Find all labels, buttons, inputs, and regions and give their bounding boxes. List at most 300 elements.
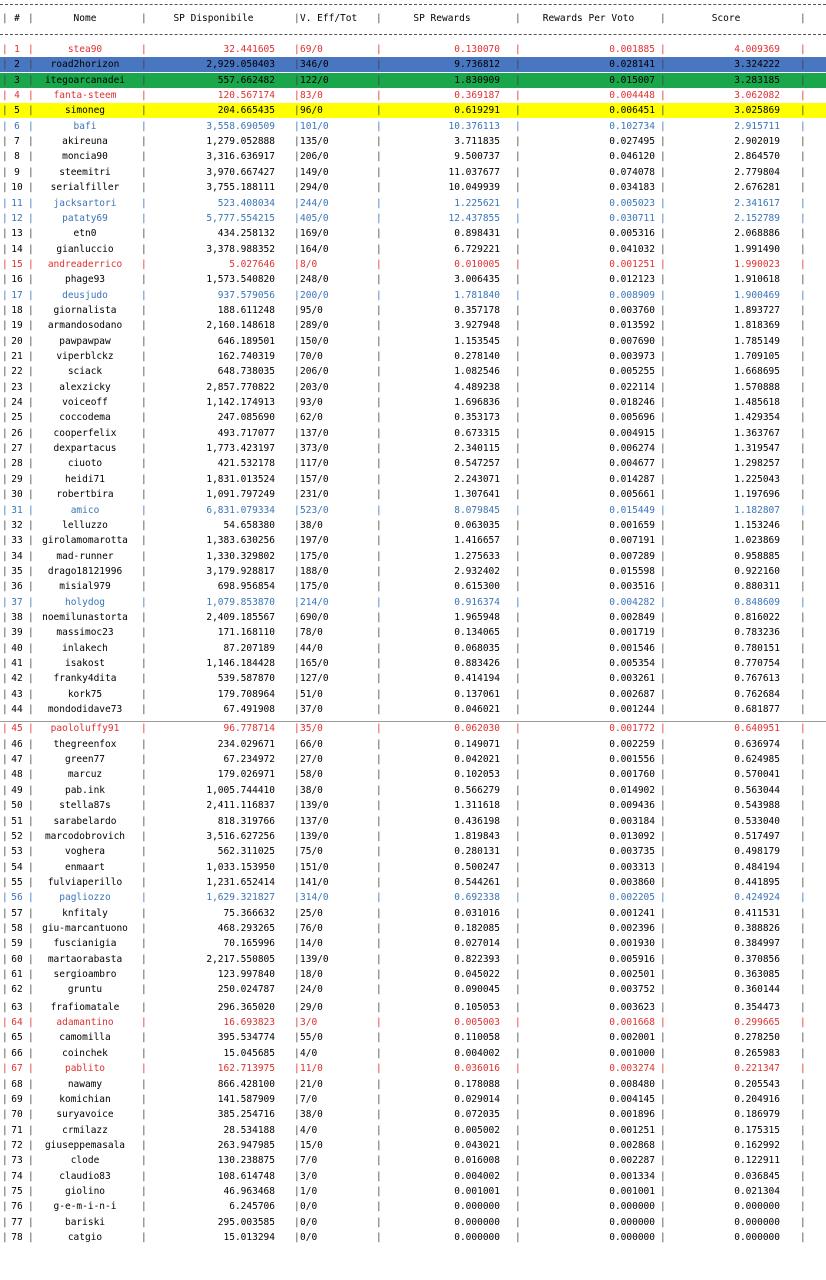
row-votes: 95/0 xyxy=(300,304,323,316)
column-separator: | xyxy=(515,1047,521,1059)
row-sp-rewards: 0.357178 xyxy=(454,304,500,316)
row-rewards-per-vote: 0.002687 xyxy=(609,688,655,700)
table-row xyxy=(0,380,826,395)
column-separator: | xyxy=(376,535,382,547)
column-separator: | xyxy=(515,1139,521,1151)
column-separator: | xyxy=(141,1170,147,1182)
row-sp-rewards: 0.005002 xyxy=(454,1124,500,1136)
column-separator: | xyxy=(294,120,300,132)
column-separator: | xyxy=(515,274,521,286)
column-separator: | xyxy=(294,320,300,332)
row-name: drago18121996 xyxy=(47,565,123,577)
row-rewards-per-vote: 0.001760 xyxy=(609,769,655,781)
column-separator: | xyxy=(515,642,521,654)
row-num: 34 xyxy=(11,550,23,562)
row-sp-rewards: 0.042021 xyxy=(454,754,500,766)
column-separator: | xyxy=(515,335,521,347)
row-score: 2.779804 xyxy=(734,166,780,178)
row-num: 73 xyxy=(11,1155,23,1167)
column-separator: | xyxy=(294,182,300,194)
column-separator: | xyxy=(2,381,8,393)
row-votes: 122/0 xyxy=(300,74,329,86)
column-separator: | xyxy=(515,922,521,934)
column-separator: | xyxy=(28,784,34,796)
column-separator: | xyxy=(141,44,147,55)
row-name: pagliozzo xyxy=(59,892,111,904)
row-sp-available: 5.027646 xyxy=(229,258,275,270)
column-separator: | xyxy=(141,815,147,827)
row-sp-available: 67.491908 xyxy=(223,704,275,715)
column-separator: | xyxy=(800,335,806,347)
row-sp-rewards: 0.278140 xyxy=(454,351,500,362)
column-separator: | xyxy=(376,228,382,240)
row-name: amico xyxy=(70,504,100,516)
column-separator: | xyxy=(294,366,300,378)
row-votes: 101/0 xyxy=(300,120,329,132)
table-row xyxy=(0,149,826,164)
row-score: 2.152789 xyxy=(734,212,780,224)
column-separator: | xyxy=(28,381,34,393)
column-separator: | xyxy=(2,627,8,639)
column-separator: | xyxy=(141,228,147,240)
column-separator: | xyxy=(28,197,34,209)
column-separator: | xyxy=(660,892,666,904)
column-separator: | xyxy=(141,74,147,86)
column-separator: | xyxy=(2,611,8,623)
row-rewards-per-vote: 0.003735 xyxy=(609,846,655,858)
column-separator: | xyxy=(515,1232,521,1243)
row-votes: 21/0 xyxy=(300,1078,323,1090)
column-separator: | xyxy=(376,120,382,132)
table-row xyxy=(0,1030,826,1045)
column-separator: | xyxy=(800,351,806,362)
table-row xyxy=(0,242,826,257)
row-rewards-per-vote: 0.004282 xyxy=(609,596,655,608)
row-sp-rewards: 0.130070 xyxy=(454,44,500,55)
column-separator: | xyxy=(2,228,8,240)
row-name: crmilazz xyxy=(62,1124,108,1136)
column-separator: | xyxy=(141,723,147,735)
row-sp-available: 434.258132 xyxy=(217,228,275,240)
column-separator: | xyxy=(800,1124,806,1136)
row-score: 3.025869 xyxy=(734,105,780,117)
row-sp-available: 2,411.116837 xyxy=(206,800,275,812)
row-votes: 127/0 xyxy=(300,673,329,685)
column-separator: | xyxy=(515,815,521,827)
column-separator: | xyxy=(28,105,34,117)
column-separator: | xyxy=(141,105,147,117)
column-separator: | xyxy=(2,1185,8,1197)
row-name: simoneg xyxy=(64,105,106,117)
row-sp-rewards: 1.696836 xyxy=(454,397,500,409)
row-sp-rewards: 0.544261 xyxy=(454,876,500,888)
column-separator: | xyxy=(376,412,382,424)
column-separator: | xyxy=(660,830,666,842)
row-rewards-per-vote: 0.001001 xyxy=(609,1185,655,1197)
table-row xyxy=(0,441,826,456)
column-separator: | xyxy=(800,228,806,240)
column-separator: | xyxy=(28,1124,34,1136)
column-separator: | xyxy=(141,642,147,654)
row-sp-available: 123.997840 xyxy=(217,969,275,980)
column-separator: | xyxy=(28,151,34,163)
column-separator: | xyxy=(800,535,806,547)
column-separator: | xyxy=(141,366,147,378)
row-name: giornalista xyxy=(53,304,117,316)
column-separator: | xyxy=(294,519,300,531)
row-votes: 206/0 xyxy=(300,151,329,163)
column-separator: | xyxy=(660,136,666,148)
column-separator: | xyxy=(294,443,300,455)
column-separator: | xyxy=(294,953,300,965)
column-separator: | xyxy=(376,427,382,439)
row-name: alexzicky xyxy=(59,381,111,393)
column-separator: | xyxy=(515,876,521,888)
table-row xyxy=(0,982,826,997)
column-separator: | xyxy=(515,397,521,409)
row-sp-rewards: 1.781840 xyxy=(454,289,500,301)
row-sp-rewards: 0.046021 xyxy=(454,704,500,715)
column-separator: | xyxy=(28,953,34,965)
row-score: 0.543988 xyxy=(734,800,780,812)
column-separator: | xyxy=(28,673,34,685)
column-separator: | xyxy=(2,673,8,685)
row-name: coccodema xyxy=(59,412,111,424)
column-separator: | xyxy=(800,366,806,378)
row-num: 6 xyxy=(14,120,20,132)
column-separator: | xyxy=(294,243,300,255)
row-num: 11 xyxy=(11,197,23,209)
column-separator: | xyxy=(660,876,666,888)
row-name: holydog xyxy=(64,596,106,608)
column-separator: | xyxy=(141,565,147,577)
row-score: 0.265983 xyxy=(734,1047,780,1059)
column-separator: | xyxy=(28,1093,34,1105)
row-rewards-per-vote: 0.001772 xyxy=(609,723,655,735)
column-separator: | xyxy=(515,907,521,919)
column-separator: | xyxy=(28,243,34,255)
column-separator: | xyxy=(515,351,521,362)
column-separator: | xyxy=(376,166,382,178)
row-votes: 96/0 xyxy=(300,105,323,117)
column-separator: | xyxy=(141,892,147,904)
row-rewards-per-vote: 0.005696 xyxy=(609,412,655,424)
column-separator: | xyxy=(660,1185,666,1197)
row-sp-available: 54.658380 xyxy=(223,519,275,531)
row-votes: 29/0 xyxy=(300,1001,323,1013)
column-separator: | xyxy=(376,892,382,904)
row-num: 3 xyxy=(14,74,20,86)
row-votes: 197/0 xyxy=(300,535,329,547)
column-separator: | xyxy=(2,458,8,470)
table-row xyxy=(0,211,826,226)
column-separator: | xyxy=(660,922,666,934)
column-separator: | xyxy=(660,535,666,547)
row-name: ciuoto xyxy=(67,458,103,470)
column-separator: | xyxy=(660,938,666,950)
column-separator: | xyxy=(660,581,666,593)
row-name: deusjudo xyxy=(62,289,108,301)
row-num: 57 xyxy=(11,907,23,919)
row-num: 48 xyxy=(11,769,23,781)
row-rewards-per-vote: 0.006451 xyxy=(609,105,655,117)
column-separator: | xyxy=(2,938,8,950)
column-separator: | xyxy=(141,800,147,812)
column-separator: | xyxy=(800,412,806,424)
column-separator: | xyxy=(376,581,382,593)
column-separator: | xyxy=(660,74,666,86)
column-separator: | xyxy=(515,1170,521,1182)
row-score: 1.709105 xyxy=(734,351,780,362)
column-separator: | xyxy=(2,335,8,347)
column-separator: | xyxy=(800,1017,806,1028)
column-separator: | xyxy=(800,1216,806,1228)
row-rewards-per-vote: 0.001334 xyxy=(609,1170,655,1182)
column-separator: | xyxy=(141,784,147,796)
row-score: 0.221347 xyxy=(734,1063,780,1075)
row-votes: 405/0 xyxy=(300,212,329,224)
column-separator: | xyxy=(141,1063,147,1075)
column-separator: | xyxy=(660,504,666,516)
column-separator: | xyxy=(294,74,300,86)
table-row xyxy=(0,42,826,57)
row-num: 77 xyxy=(11,1216,23,1228)
row-rewards-per-vote: 0.015598 xyxy=(609,565,655,577)
row-rewards-per-vote: 0.013592 xyxy=(609,320,655,332)
column-separator: | xyxy=(141,212,147,224)
row-score: 1.363767 xyxy=(734,427,780,439)
column-separator: | xyxy=(294,258,300,270)
row-name: sarabelardo xyxy=(53,815,117,827)
row-votes: 0/0 xyxy=(300,1201,318,1213)
row-num: 40 xyxy=(11,642,23,654)
row-rewards-per-vote: 0.009436 xyxy=(609,800,655,812)
table-row xyxy=(0,1215,826,1230)
row-votes: 27/0 xyxy=(300,754,323,766)
row-name: marcodobrovich xyxy=(44,830,126,842)
row-num: 50 xyxy=(11,800,23,812)
column-separator: | xyxy=(515,1032,521,1044)
table-row xyxy=(0,134,826,149)
column-separator: | xyxy=(515,304,521,316)
column-separator: | xyxy=(294,922,300,934)
row-rewards-per-vote: 0.003623 xyxy=(609,1001,655,1013)
row-rewards-per-vote: 0.006274 xyxy=(609,443,655,455)
table-row xyxy=(0,1138,826,1153)
row-name: gruntu xyxy=(67,984,103,996)
row-num: 18 xyxy=(11,304,23,316)
row-score: 0.162992 xyxy=(734,1139,780,1151)
row-num: 39 xyxy=(11,627,23,639)
column-separator: | xyxy=(28,1017,34,1028)
row-name: coinchek xyxy=(62,1047,108,1059)
column-separator: | xyxy=(376,861,382,873)
row-sp-rewards: 0.004002 xyxy=(454,1170,500,1182)
column-separator: | xyxy=(660,443,666,455)
row-rewards-per-vote: 0.030711 xyxy=(609,212,655,224)
column-separator: | xyxy=(800,136,806,148)
row-rewards-per-vote: 0.008909 xyxy=(609,289,655,301)
column-separator: | xyxy=(28,136,34,148)
row-num: 4 xyxy=(14,90,20,101)
row-sp-available: 250.024787 xyxy=(217,984,275,996)
column-separator: | xyxy=(800,704,806,715)
row-sp-available: 1,629.321827 xyxy=(206,892,275,904)
row-score: 0.624985 xyxy=(734,754,780,766)
row-rewards-per-vote: 0.012123 xyxy=(609,274,655,286)
column-separator: | xyxy=(660,1109,666,1121)
column-separator: | xyxy=(376,1017,382,1028)
row-sp-rewards: 1.225621 xyxy=(454,197,500,209)
row-score: 2.902019 xyxy=(734,136,780,148)
column-separator: | xyxy=(2,351,8,362)
table-row xyxy=(0,57,826,72)
column-separator: | xyxy=(800,74,806,86)
column-separator: | xyxy=(2,922,8,934)
row-rewards-per-vote: 0.001244 xyxy=(609,704,655,715)
column-separator: | xyxy=(376,800,382,812)
column-separator: | xyxy=(28,1047,34,1059)
column-separator: | xyxy=(376,596,382,608)
table-row xyxy=(0,334,826,349)
column-separator: | xyxy=(376,984,382,996)
column-separator: | xyxy=(2,197,8,209)
row-score: 1.668695 xyxy=(734,366,780,378)
column-separator: | xyxy=(660,335,666,347)
row-votes: 206/0 xyxy=(300,366,329,378)
table-row xyxy=(0,1077,826,1092)
column-separator: | xyxy=(800,458,806,470)
row-votes: 188/0 xyxy=(300,565,329,577)
column-separator: | xyxy=(515,1078,521,1090)
row-num: 29 xyxy=(11,473,23,485)
row-score: 1.319547 xyxy=(734,443,780,455)
column-separator: | xyxy=(800,642,806,654)
row-num: 5 xyxy=(14,105,20,117)
column-separator: | xyxy=(660,953,666,965)
column-separator: | xyxy=(141,673,147,685)
row-sp-available: 1,279.052888 xyxy=(206,136,275,148)
row-name: komichian xyxy=(59,1093,111,1105)
header-sp: SP Disponibile xyxy=(173,13,254,24)
row-score: 0.484194 xyxy=(734,861,780,873)
row-votes: 1/0 xyxy=(300,1185,318,1197)
column-separator: | xyxy=(660,1155,666,1167)
row-votes: 38/0 xyxy=(300,1109,323,1121)
table-row xyxy=(0,1230,826,1245)
column-separator: | xyxy=(28,938,34,950)
row-votes: 289/0 xyxy=(300,320,329,332)
row-name: road2horizon xyxy=(50,59,120,71)
row-sp-available: 3,316.636917 xyxy=(206,151,275,163)
column-separator: | xyxy=(800,846,806,858)
column-separator: | xyxy=(376,1001,382,1013)
row-rewards-per-vote: 0.002287 xyxy=(609,1155,655,1167)
table-row xyxy=(0,303,826,318)
row-num: 13 xyxy=(11,228,23,240)
table-row xyxy=(0,687,826,702)
row-score: 0.533040 xyxy=(734,815,780,827)
row-sp-available: 3,516.627256 xyxy=(206,830,275,842)
row-num: 46 xyxy=(11,738,23,750)
row-votes: 248/0 xyxy=(300,274,329,286)
row-score: 1.893727 xyxy=(734,304,780,316)
row-rewards-per-vote: 0.004915 xyxy=(609,427,655,439)
row-votes: 76/0 xyxy=(300,922,323,934)
row-sp-available: 1,079.853870 xyxy=(206,596,275,608)
column-separator: | xyxy=(28,1185,34,1197)
row-name: stella87s xyxy=(59,800,111,812)
column-separator: | xyxy=(660,1032,666,1044)
column-separator: | xyxy=(141,550,147,562)
row-score: 0.278250 xyxy=(734,1032,780,1044)
row-sp-rewards: 0.001001 xyxy=(454,1185,500,1197)
row-score: 0.000000 xyxy=(734,1216,780,1228)
column-separator: | xyxy=(660,627,666,639)
column-separator: | xyxy=(2,1232,8,1243)
column-separator: | xyxy=(141,876,147,888)
row-sp-available: 648.738035 xyxy=(217,366,275,378)
column-separator: | xyxy=(2,704,8,715)
column-separator: | xyxy=(376,212,382,224)
row-sp-rewards: 1.416657 xyxy=(454,535,500,547)
header-score: Score xyxy=(711,13,741,24)
column-separator: | xyxy=(800,443,806,455)
column-separator: | xyxy=(141,535,147,547)
row-votes: 38/0 xyxy=(300,519,323,531)
column-separator: | xyxy=(28,565,34,577)
row-sp-rewards: 10.376113 xyxy=(448,120,500,132)
column-separator: | xyxy=(376,611,382,623)
row-score: 0.000000 xyxy=(734,1232,780,1243)
table-row xyxy=(0,395,826,410)
column-separator: | xyxy=(28,182,34,194)
column-separator: | xyxy=(660,673,666,685)
column-separator: | xyxy=(800,861,806,873)
column-separator: | xyxy=(660,366,666,378)
column-separator: | xyxy=(800,1001,806,1013)
header-border xyxy=(0,34,826,35)
column-separator: | xyxy=(294,381,300,393)
row-votes: 523/0 xyxy=(300,504,329,516)
column-separator: | xyxy=(2,754,8,766)
row-score: 0.354473 xyxy=(734,1001,780,1013)
column-separator: | xyxy=(800,289,806,301)
table-row xyxy=(0,967,826,982)
row-sp-rewards: 0.043021 xyxy=(454,1139,500,1151)
column-separator: | xyxy=(28,892,34,904)
row-sp-available: 263.947985 xyxy=(217,1139,275,1151)
column-separator: | xyxy=(141,1032,147,1044)
column-separator: | xyxy=(515,658,521,669)
row-score: 2.341617 xyxy=(734,197,780,209)
column-separator: | xyxy=(660,969,666,980)
column-separator: | xyxy=(515,105,521,117)
row-sp-rewards: 0.029014 xyxy=(454,1093,500,1105)
row-score: 3.324222 xyxy=(734,59,780,71)
column-separator: | xyxy=(141,1109,147,1121)
row-rewards-per-vote: 0.001659 xyxy=(609,519,655,531)
row-sp-available: 421.532178 xyxy=(217,458,275,470)
column-separator: | xyxy=(515,800,521,812)
column-separator: | xyxy=(141,182,147,194)
row-name: marcuz xyxy=(67,769,103,781)
row-score: 1.298257 xyxy=(734,458,780,470)
column-separator: | xyxy=(515,1201,521,1213)
column-separator: | xyxy=(2,861,8,873)
column-separator: | xyxy=(515,673,521,685)
row-num: 75 xyxy=(11,1185,23,1197)
